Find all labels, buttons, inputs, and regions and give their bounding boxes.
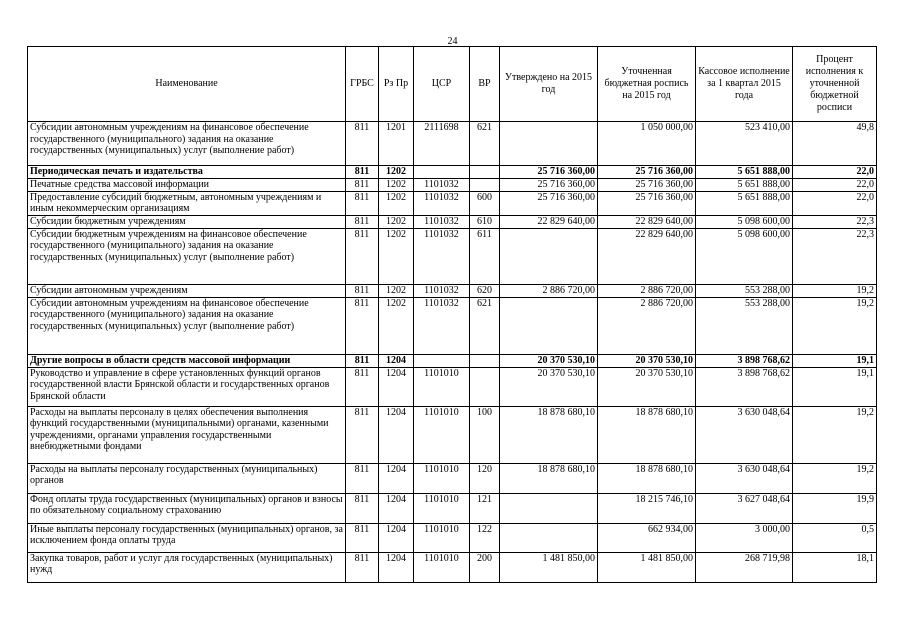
cell-percent: 18,1: [793, 552, 877, 582]
cell-vr: [470, 166, 500, 179]
cell-cash: 523 410,00: [696, 122, 793, 166]
cell-rzpr: 1202: [379, 191, 414, 215]
cell-cash: 5 651 888,00: [696, 191, 793, 215]
cell-cash: 268 719,98: [696, 552, 793, 582]
cell-cash: 5 651 888,00: [696, 166, 793, 179]
cell-name: Субсидии автономным учреждениям на финансовое обеспечение государственного (муниципального) задания на оказание государственных (муниципальных) услуг (выполнение работ): [28, 122, 346, 166]
cell-percent: 22,0: [793, 179, 877, 192]
cell-approved: 18 878 680,10: [500, 406, 598, 463]
cell-percent: 19,2: [793, 463, 877, 493]
cell-vr: 621: [470, 122, 500, 166]
cell-name: Руководство и управление в сфере установленных функций органов государственной власти Брянской области и государственных органов Брянской области: [28, 367, 346, 406]
cell-vr: 121: [470, 493, 500, 523]
cell-approved: 25 716 360,00: [500, 166, 598, 179]
cell-rzpr: 1204: [379, 463, 414, 493]
cell-name: Периодическая печать и издательства: [28, 166, 346, 179]
cell-percent: 22,3: [793, 215, 877, 228]
cell-rzpr: 1204: [379, 367, 414, 406]
cell-vr: 120: [470, 463, 500, 493]
cell-cash: 3 630 048,64: [696, 463, 793, 493]
cell-percent: 19,1: [793, 354, 877, 367]
cell-approved: 18 878 680,10: [500, 463, 598, 493]
cell-name: Иные выплаты персоналу государственных (муниципальных) органов, за исключением фонда оплаты труда: [28, 523, 346, 552]
cell-grbs: 811: [346, 284, 379, 297]
cell-csr: 1101032: [414, 215, 470, 228]
cell-refined: 18 215 746,10: [598, 493, 696, 523]
cell-csr: 1101010: [414, 552, 470, 582]
table-row: [28, 552, 877, 582]
cell-csr: [414, 354, 470, 367]
cell-grbs: 811: [346, 354, 379, 367]
table-row: [28, 523, 877, 552]
table-row: [28, 493, 877, 523]
header-percent: Процент исполнения к уточненной бюджетной росписи: [793, 47, 877, 122]
cell-vr: [470, 354, 500, 367]
cell-vr: 122: [470, 523, 500, 552]
cell-percent: 0,5: [793, 523, 877, 552]
table-row: [28, 406, 877, 463]
cell-rzpr: 1201: [379, 122, 414, 166]
table-body: [28, 122, 877, 583]
cell-refined: 662 934,00: [598, 523, 696, 552]
cell-approved: 25 716 360,00: [500, 191, 598, 215]
cell-approved: [500, 523, 598, 552]
table-row: [28, 122, 877, 166]
cell-vr: [470, 179, 500, 192]
cell-rzpr: 1202: [379, 215, 414, 228]
cell-name: Субсидии бюджетным учреждениям: [28, 215, 346, 228]
cell-approved: [500, 122, 598, 166]
table-row: [28, 166, 877, 179]
cell-approved: 22 829 640,00: [500, 215, 598, 228]
cell-approved: [500, 297, 598, 354]
cell-name: Расходы на выплаты персоналу государственных (муниципальных) органов: [28, 463, 346, 493]
cell-name: Расходы на выплаты персоналу в целях обеспечения выполнения функций государственными (муниципальными) органами, казенными учреждениями, органами управления государственными внебюджетными фондами: [28, 406, 346, 463]
table-row: [28, 297, 877, 354]
cell-csr: 1101032: [414, 284, 470, 297]
cell-grbs: 811: [346, 179, 379, 192]
table-row: [28, 463, 877, 493]
cell-vr: 600: [470, 191, 500, 215]
cell-grbs: 811: [346, 215, 379, 228]
cell-percent: 19,2: [793, 406, 877, 463]
cell-refined: 18 878 680,10: [598, 406, 696, 463]
header-grbs: ГРБС: [346, 47, 379, 122]
cell-grbs: 811: [346, 367, 379, 406]
cell-rzpr: 1204: [379, 354, 414, 367]
cell-name: Субсидии автономным учреждениям на финансовое обеспечение государственного (муниципального) задания на оказание государственных (муниципальных) услуг (выполнение работ): [28, 297, 346, 354]
cell-csr: 2111698: [414, 122, 470, 166]
cell-name: Фонд оплаты труда государственных (муниципальных) органов и взносы по обязательному социальному страхованию: [28, 493, 346, 523]
cell-percent: 22,3: [793, 228, 877, 284]
cell-refined: 20 370 530,10: [598, 367, 696, 406]
cell-percent: 19,9: [793, 493, 877, 523]
cell-name: Субсидии бюджетным учреждениям на финансовое обеспечение государственного (муниципального) задания на оказание государственных (муниципальных) услуг (выполнение работ): [28, 228, 346, 284]
cell-rzpr: 1202: [379, 228, 414, 284]
cell-vr: 200: [470, 552, 500, 582]
cell-vr: 610: [470, 215, 500, 228]
cell-csr: 1101032: [414, 179, 470, 192]
cell-grbs: 811: [346, 228, 379, 284]
cell-cash: 3 000,00: [696, 523, 793, 552]
header-vr: ВР: [470, 47, 500, 122]
cell-grbs: 811: [346, 122, 379, 166]
cell-cash: 3 630 048,64: [696, 406, 793, 463]
cell-name: Другие вопросы в области средств массовой информации: [28, 354, 346, 367]
budget-table: [27, 46, 877, 583]
cell-vr: 611: [470, 228, 500, 284]
cell-csr: 1101010: [414, 406, 470, 463]
cell-approved: 2 886 720,00: [500, 284, 598, 297]
cell-name: Субсидии автономным учреждениям: [28, 284, 346, 297]
cell-rzpr: 1204: [379, 552, 414, 582]
cell-csr: [414, 166, 470, 179]
cell-rzpr: 1202: [379, 284, 414, 297]
header-refined: Уточненная бюджетная роспись на 2015 год: [598, 47, 696, 122]
cell-refined: 22 829 640,00: [598, 215, 696, 228]
cell-refined: 20 370 530,10: [598, 354, 696, 367]
cell-percent: 19,2: [793, 284, 877, 297]
header-row: [28, 47, 877, 122]
cell-approved: 20 370 530,10: [500, 354, 598, 367]
cell-grbs: 811: [346, 297, 379, 354]
cell-refined: 2 886 720,00: [598, 297, 696, 354]
cell-cash: 553 288,00: [696, 284, 793, 297]
cell-percent: 22,0: [793, 191, 877, 215]
cell-grbs: 811: [346, 552, 379, 582]
cell-rzpr: 1202: [379, 179, 414, 192]
cell-grbs: 811: [346, 523, 379, 552]
cell-approved: 1 481 850,00: [500, 552, 598, 582]
cell-refined: 18 878 680,10: [598, 463, 696, 493]
cell-name: Закупка товаров, работ и услуг для государственных (муниципальных) нужд: [28, 552, 346, 582]
cell-cash: 5 098 600,00: [696, 228, 793, 284]
cell-cash: 3 898 768,62: [696, 367, 793, 406]
header-cash: Кассовое исполнение за 1 квартал 2015 года: [696, 47, 793, 122]
cell-csr: 1101010: [414, 463, 470, 493]
table-row: [28, 354, 877, 367]
cell-approved: 20 370 530,10: [500, 367, 598, 406]
page-number: 24: [447, 36, 458, 47]
header-csr: ЦСР: [414, 47, 470, 122]
cell-rzpr: 1202: [379, 166, 414, 179]
cell-refined: 22 829 640,00: [598, 228, 696, 284]
cell-approved: [500, 493, 598, 523]
header-rzpr: Рз Пр: [379, 47, 414, 122]
cell-refined: 25 716 360,00: [598, 179, 696, 192]
table-row: [28, 191, 877, 215]
cell-cash: 5 651 888,00: [696, 179, 793, 192]
cell-cash: 5 098 600,00: [696, 215, 793, 228]
cell-approved: 25 716 360,00: [500, 179, 598, 192]
cell-name: Печатные средства массовой информации: [28, 179, 346, 192]
cell-percent: 19,1: [793, 367, 877, 406]
header-name: Наименование: [28, 47, 346, 122]
cell-grbs: 811: [346, 406, 379, 463]
cell-rzpr: 1204: [379, 523, 414, 552]
cell-percent: 22,0: [793, 166, 877, 179]
cell-csr: 1101010: [414, 493, 470, 523]
cell-grbs: 811: [346, 463, 379, 493]
cell-csr: 1101010: [414, 523, 470, 552]
cell-csr: 1101032: [414, 228, 470, 284]
cell-rzpr: 1202: [379, 297, 414, 354]
cell-rzpr: 1204: [379, 406, 414, 463]
cell-refined: 1 050 000,00: [598, 122, 696, 166]
cell-rzpr: 1204: [379, 493, 414, 523]
cell-cash: 3 898 768,62: [696, 354, 793, 367]
cell-vr: [470, 367, 500, 406]
cell-grbs: 811: [346, 493, 379, 523]
cell-refined: 25 716 360,00: [598, 191, 696, 215]
table-row: [28, 367, 877, 406]
cell-csr: 1101032: [414, 297, 470, 354]
cell-percent: 49,8: [793, 122, 877, 166]
cell-vr: 620: [470, 284, 500, 297]
cell-refined: 25 716 360,00: [598, 166, 696, 179]
cell-csr: 1101032: [414, 191, 470, 215]
table-row: [28, 179, 877, 192]
table-row: [28, 228, 877, 284]
cell-csr: 1101010: [414, 367, 470, 406]
cell-name: Предоставление субсидий бюджетным, автономным учреждениям и иным некоммерческим организациям: [28, 191, 346, 215]
table-row: [28, 215, 877, 228]
header-approved: Утверждено на 2015 год: [500, 47, 598, 122]
cell-cash: 3 627 048,64: [696, 493, 793, 523]
cell-vr: 621: [470, 297, 500, 354]
cell-approved: [500, 228, 598, 284]
cell-cash: 553 288,00: [696, 297, 793, 354]
table-row: [28, 284, 877, 297]
cell-grbs: 811: [346, 191, 379, 215]
cell-refined: 2 886 720,00: [598, 284, 696, 297]
cell-percent: 19,2: [793, 297, 877, 354]
cell-refined: 1 481 850,00: [598, 552, 696, 582]
cell-vr: 100: [470, 406, 500, 463]
cell-grbs: 811: [346, 166, 379, 179]
